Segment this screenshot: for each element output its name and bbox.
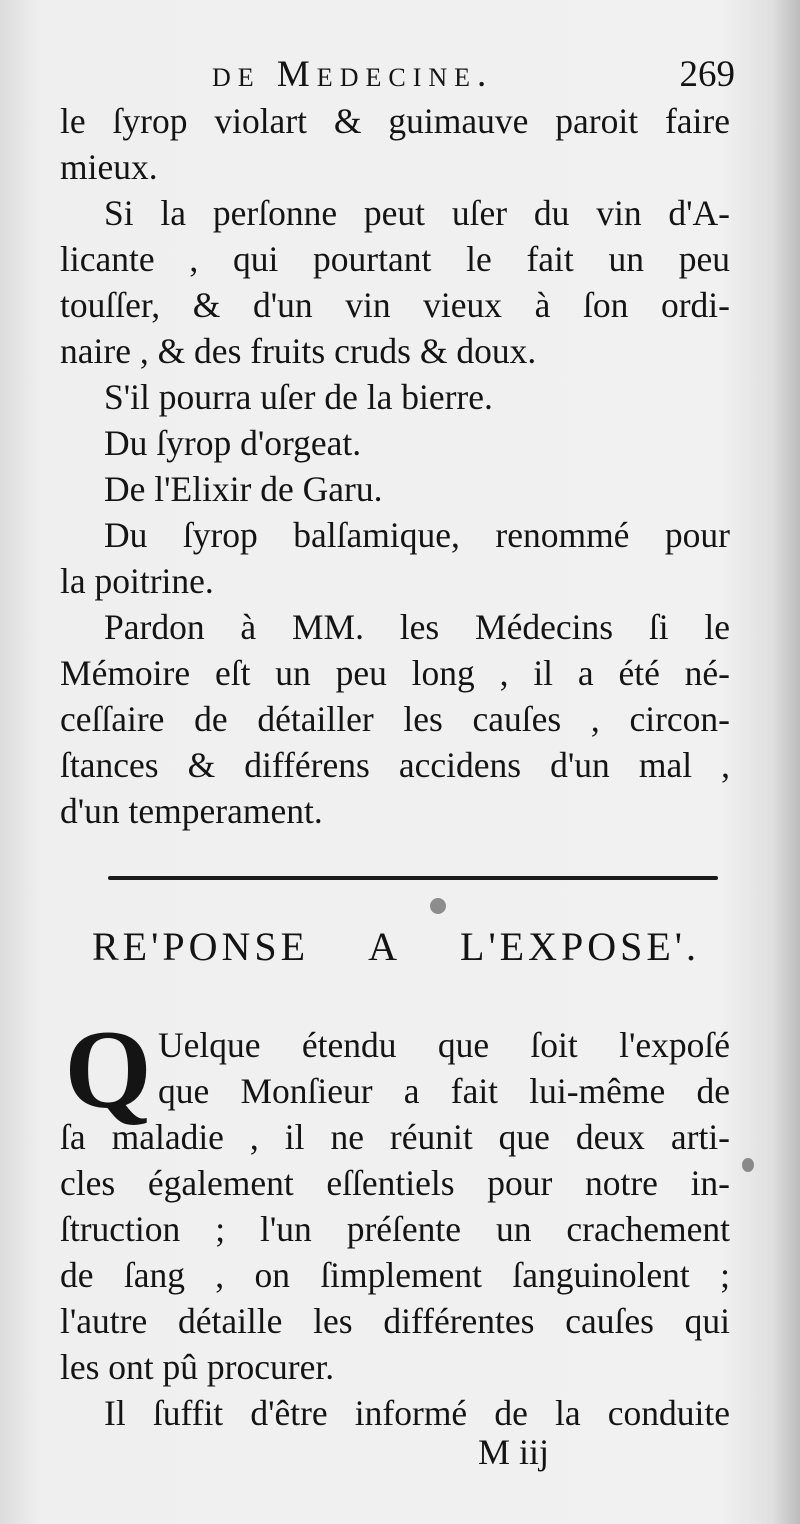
text-line: Pardon à MM. les Médecins ſi le — [104, 607, 730, 647]
text-line: ceſſaire de détailler les cauſes , circon- — [60, 699, 730, 739]
signature-mark: M iij — [478, 1432, 550, 1472]
text-line: que Monſieur a fait lui-même de — [158, 1071, 730, 1111]
text-line: Du ſyrop d'orgeat. — [104, 423, 362, 463]
ink-speck — [742, 1158, 754, 1172]
text-line: Il ſuffit d'être informé de la conduite — [104, 1393, 730, 1433]
ink-speck — [430, 898, 446, 914]
text-line: d'un temperament. — [60, 791, 323, 831]
text-line: ſa maladie , il ne réunit que deux arti- — [60, 1117, 730, 1157]
page-edge-shadow — [772, 0, 800, 1524]
text-line: S'il pourra uſer de la bierre. — [104, 377, 493, 417]
text-line: le ſyrop violart & guimauve paroit faire — [60, 101, 730, 141]
section-divider-rule — [108, 876, 718, 880]
running-head — [200, 50, 735, 100]
text-line: cles également eſſentiels pour notre in- — [60, 1163, 730, 1203]
text-line: Si la perſonne peut uſer du vin d'A- — [104, 193, 730, 233]
text-line: licante , qui pourtant le fait un peu — [60, 239, 730, 279]
text-line: naire , & des fruits cruds & doux. — [60, 331, 537, 371]
text-line: Du ſyrop balſamique, renommé pour — [104, 515, 730, 555]
text-line: ſtruction ; l'un préſente un crachement — [60, 1209, 730, 1249]
text-line: de ſang , on ſimplement ſanguinolent ; — [60, 1255, 730, 1295]
text-line: ſtances & différens accidens d'un mal , — [60, 745, 730, 785]
running-title: de Medecine. — [212, 54, 494, 95]
drop-cap: Q — [64, 1008, 152, 1132]
text-line: Mémoire eſt un peu long , il a été né- — [60, 653, 730, 693]
text-line: mieux. — [60, 147, 158, 187]
text-line: touſſer, & d'un vin vieux à ſon ordi- — [60, 285, 730, 325]
text-line: l'autre détaille les différentes cauſes qui — [60, 1301, 730, 1341]
section-heading: RE'PONSE A L'EXPOSE'. — [92, 924, 700, 969]
text-line: les ont pû procurer. — [60, 1347, 335, 1387]
page-number: 269 — [679, 54, 735, 95]
text-line: De l'Elixir de Garu. — [104, 469, 383, 509]
text-line: la poitrine. — [60, 561, 214, 601]
text-line: Uelque étendu que ſoit l'expoſé — [158, 1025, 730, 1065]
